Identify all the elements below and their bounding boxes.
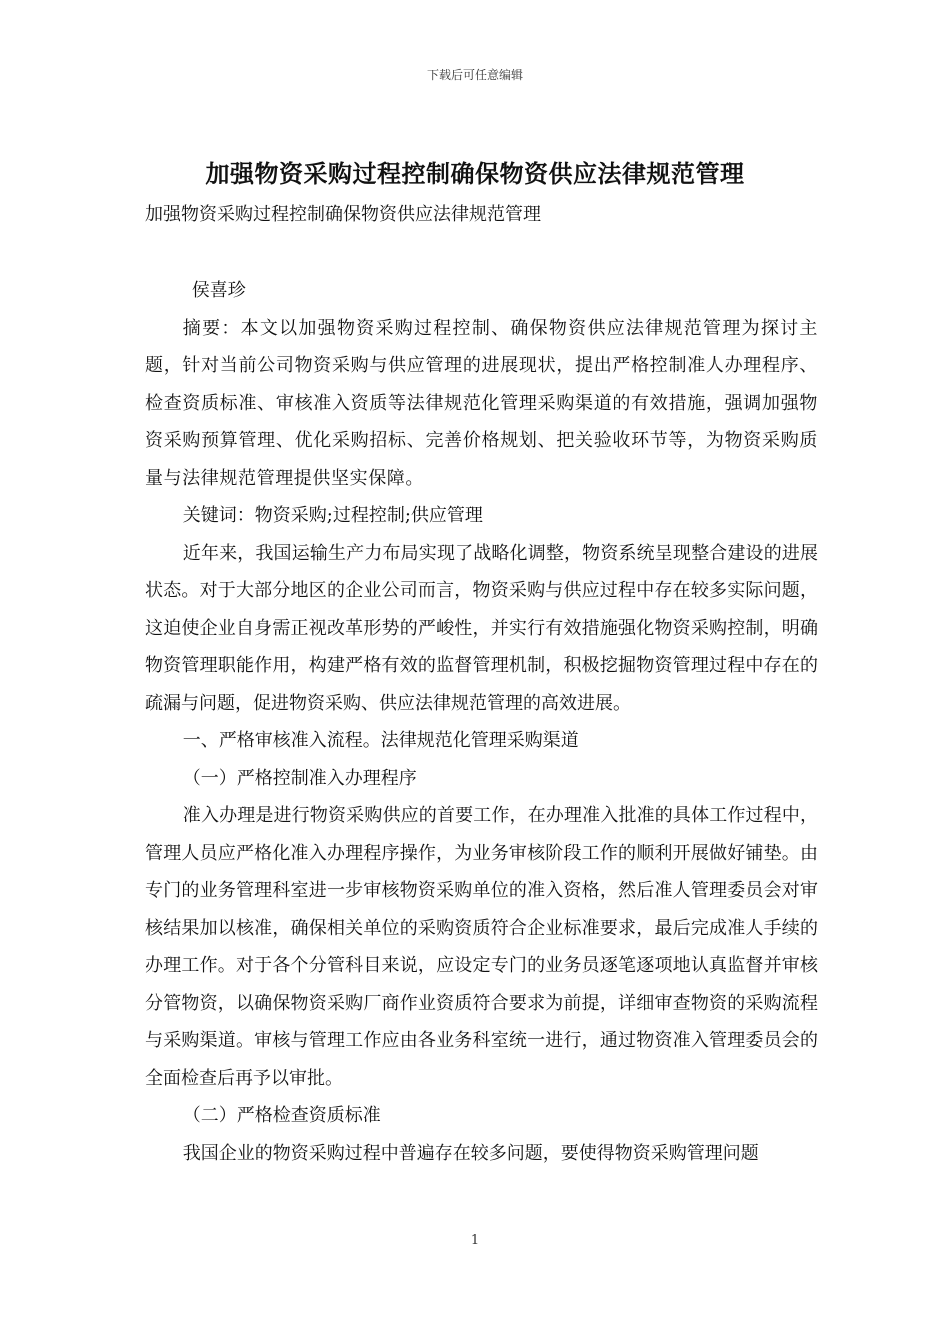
document-title: 加强物资采购过程控制确保物资供应法律规范管理: [205, 159, 745, 188]
subsection-heading: （二）严格检查资质标准: [182, 1105, 381, 1126]
body-paragraph: 我国企业的物资采购过程中普遍存在较多问题，要使得物资采购管理问题: [182, 1142, 759, 1164]
intro-paragraph: 近年来，我国运输生产力布局实现了战略化调整，物资系统呈现整合建设的进展状态。对于大部分地区的企业公司而言，物资采购与供应过程中存在较多实际问题，这迫使企业自身需正视改革形势的严峻性，并实行有效措施强化物资采购控制，明确物资管理职能作用，构建严格有效的监督管理机制，积极挖掘物资管理过程中存在的疏漏与问题，促进物资采购、供应法律规范管理的高效进展。: [145, 542, 818, 714]
document-subtitle: 加强物资采购过程控制确保物资供应法律规范管理: [145, 204, 541, 225]
body-paragraph: 准入办理是进行物资采购供应的首要工作，在办理准入批准的具体工作过程中，管理人员应严格化准入办理程序操作，为业务审核阶段工作的顺利开展做好铺垫。由专门的业务管理科室进一步审核物资采购单位的准入资格，然后准人管理委员会对审核结果加以核准，确保相关单位的采购资质符合企业标准要求，最后完成准人手续的办理工作。对于各个分管科目来说，应设定专门的业务员逐笔逐项地认真监督并审核分管物资，以确保物资采购厂商作业资质符合要求为前提，详细审查物资的采购流程与采购渠道。审核与管理工作应由各业务科室统一进行，通过物资准入管理委员会的全面检查后再予以审批。: [145, 805, 818, 1089]
author-name: 侯喜珍: [191, 280, 246, 301]
section-heading: 一、严格审核准入流程。法律规范化管理采购渠道: [182, 730, 579, 751]
keywords-line: 关键词：物资采购;过程控制;供应管理: [182, 505, 483, 526]
page-number: 1: [470, 1233, 480, 1248]
abstract-paragraph: 摘要：本文以加强物资采购过程控制、确保物资供应法律规范管理为探讨主题，针对当前公司物资采购与供应管理的进展现状，提出严格控制准人办理程序、检查资质标准、审核准入资质等法律规范化管理采购渠道的有效措施，强调加强物资采购预算管理、优化采购招标、完善价格规划、把关验收环节等，为物资采购质量与法律规范管理提供坚实保障。: [145, 317, 818, 489]
subsection-heading: （一）严格控制准入办理程序: [182, 767, 417, 789]
page-header-note: 下载后可任意编辑: [426, 68, 523, 82]
document-body: [145, 272, 818, 1172]
